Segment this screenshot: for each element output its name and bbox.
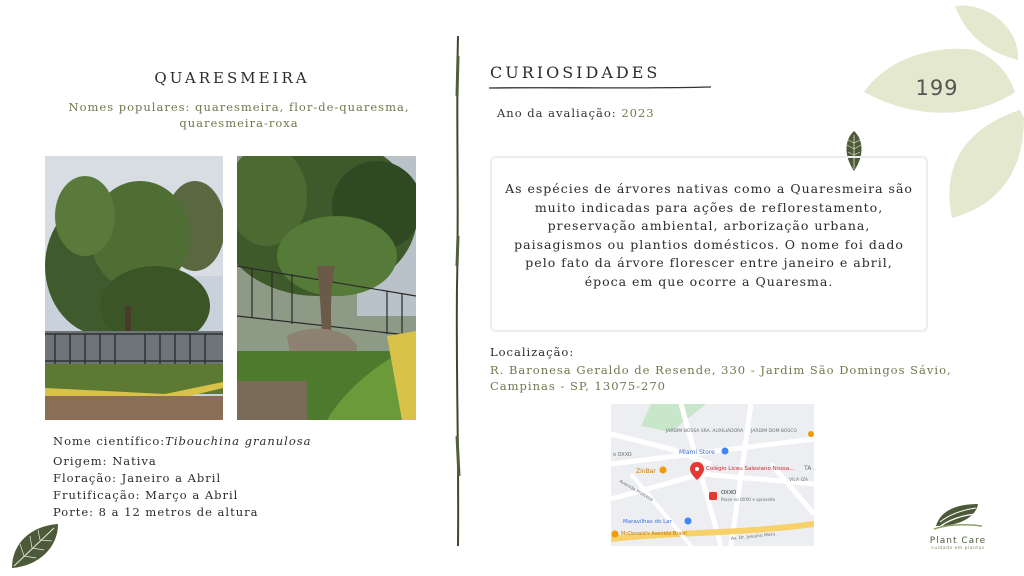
popular-names-label: Nomes populares: <box>68 100 191 114</box>
column-divider <box>455 36 461 546</box>
plant-care-logo <box>918 502 998 551</box>
flowering: Floração: Janeiro a Abril <box>53 471 222 485</box>
year-value: 2023 <box>621 106 655 120</box>
map-label-vila-iza: VILA IZA <box>789 478 809 483</box>
curiosities-box <box>490 156 928 332</box>
shop-pin-icon[interactable] <box>685 518 692 525</box>
scientific-name-label: Nome científico: <box>53 434 166 448</box>
popular-names <box>50 99 428 131</box>
map-label-mcdonalds: McDonald's Avenida Brasil <box>621 531 687 537</box>
evaluation-year <box>497 106 655 120</box>
page-number: 199 <box>915 76 959 100</box>
popular-names-value: quaresmeira, flor-de-quaresma, quaresmeira-roxa <box>179 100 410 130</box>
restaurant-pin-icon[interactable] <box>612 531 619 538</box>
map-label-street-bottom: Av. Dr. Jesuíno Maru <box>730 532 776 542</box>
map-label-jardim-nossa: JARDIM NOSSA SRA. AUXILIADORA <box>666 429 744 434</box>
fruiting: Frutificação: Março a Abril <box>53 488 239 502</box>
scientific-name-value: Tibouchina granulosa <box>165 434 312 448</box>
shop-pin-icon[interactable] <box>709 492 717 500</box>
map-label-zinbar: ZinBar <box>636 468 656 475</box>
map-label-jardim-dom-bosco: JARDIM DOM BOSCO <box>751 429 797 434</box>
leaf-icon <box>8 522 62 570</box>
map-label-colegio: Colégio Liceu Salesiano Nossa... <box>706 466 795 472</box>
location-label: Localização: <box>490 345 575 359</box>
map-label-oxxo-sub: Passe no OXXO e aproveite <box>721 497 776 502</box>
logo-tagline: cuidado em plantas <box>931 546 985 551</box>
curiosities-text: As espécies de árvores nativas como a Quaresmeira são muito indicadas para ações de reflorestamento, preservação ambiental, arborização urbana, paisagismos ou plantios domésticos. O nome foi dado pelo fato da árvore florescer entre janeiro e abril, época em que ocorre a Quaresma. <box>505 181 913 289</box>
scientific-name-row <box>53 433 312 450</box>
map-label-maravilhas: Maravilhas do Lar <box>623 519 672 525</box>
transit-icon <box>808 431 814 437</box>
curiosities-title: CURIOSIDADES <box>490 63 661 82</box>
year-label: Ano da avaliação: <box>497 106 617 120</box>
map-label-oxxo-top: o OXXO <box>613 452 632 458</box>
map-label-avenida: Avenida Princesa <box>618 479 654 503</box>
species-title: QUARESMEIRA <box>154 69 310 87</box>
store-pin-icon[interactable] <box>722 448 729 455</box>
location-map[interactable] <box>611 404 814 546</box>
map-label-ta: TA <box>804 465 812 472</box>
location-address: R. Baronesa Geraldo de Resende, 330 - Jardim São Domingos Sávio, Campinas - SP, 13075-270 <box>490 363 952 393</box>
species-facts <box>53 433 312 521</box>
map-label-miami-store: Miami Store <box>679 449 715 456</box>
plant-care-logo-icon <box>932 502 984 530</box>
logo-name: Plant Care <box>929 536 987 546</box>
size: Porte: 8 a 12 metros de altura <box>53 505 259 519</box>
tree-photo-left <box>45 156 223 420</box>
bar-pin-icon[interactable] <box>660 467 667 474</box>
origin: Origem: Nativa <box>53 454 157 468</box>
tree-photo-right <box>237 156 416 420</box>
title-underline <box>489 85 711 91</box>
map-label-oxxo: OXXO <box>721 490 737 496</box>
